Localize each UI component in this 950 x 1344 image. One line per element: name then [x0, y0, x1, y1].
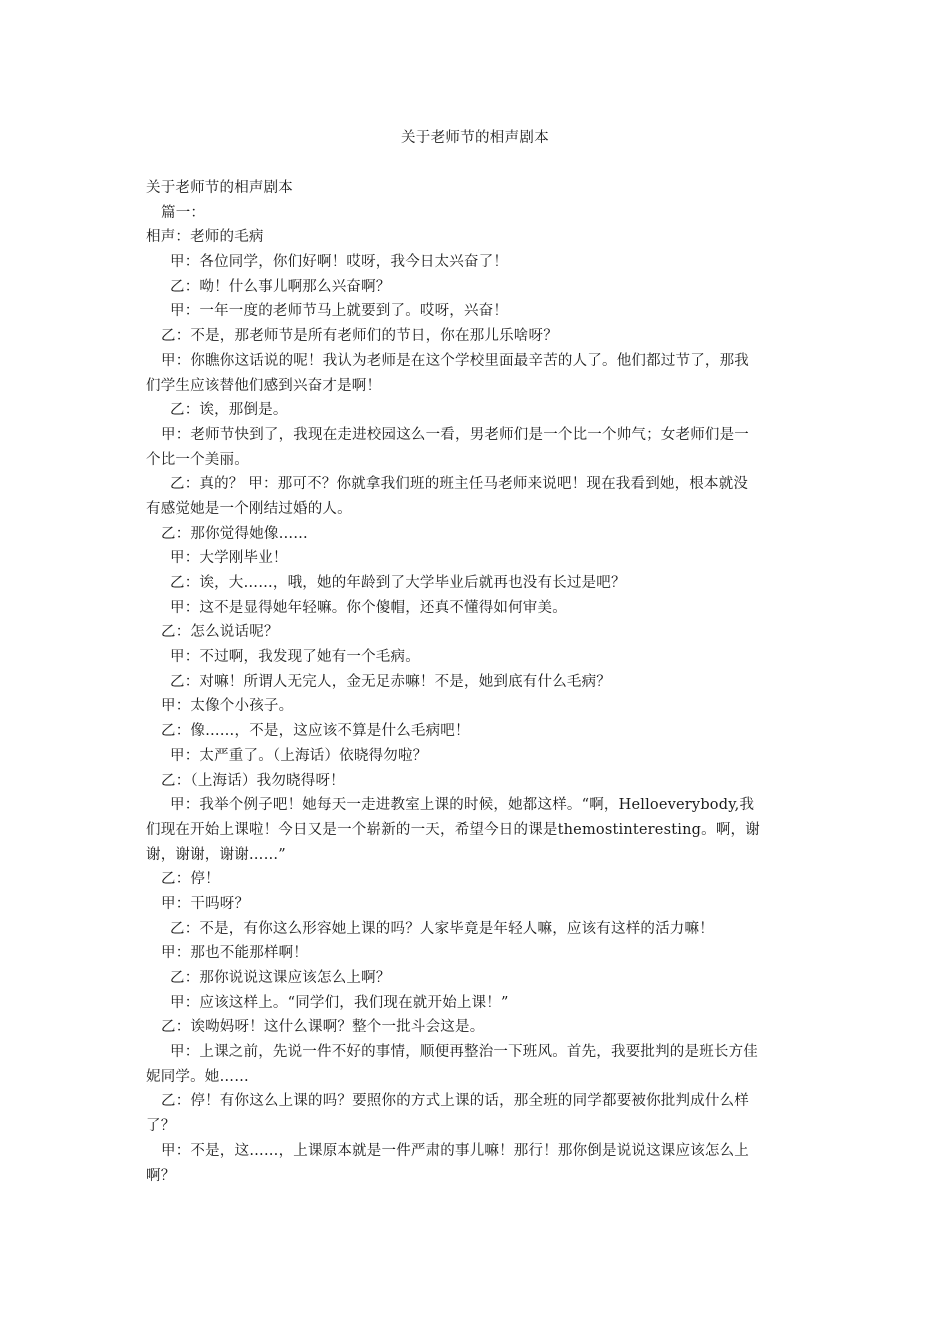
text-line: 了？	[146, 1118, 176, 1135]
text-line: 甲：大学刚毕业！	[170, 550, 288, 567]
text-line: 乙：像……，不是，这应该不算是什么毛病吧！	[161, 723, 470, 740]
document-title: 关于老师节的相声剧本	[401, 130, 549, 146]
text-line: 甲：这不是显得她年轻嘛。你个傻帽，还真不懂得如何审美。	[170, 599, 567, 616]
text-line: 甲：各位同学，你们好啊！哎呀，我今日太兴奋了！	[170, 254, 509, 271]
text-line: 谢，谢谢，谢谢……”	[146, 846, 286, 863]
text-line: 乙：那你说说这课应该怎么上啊？	[170, 970, 391, 986]
text-line: 甲：上课之前，先说一件不好的事情，顺便再整治一下班风。首先，我要批判的是班长方佳	[170, 1044, 758, 1061]
text-line: 甲：一年一度的老师节马上就要到了。哎呀，兴奋！	[170, 303, 509, 320]
text-line: 甲：那也不能那样啊！	[161, 945, 308, 962]
text-line: 乙：诶，大……，哦，她的年龄到了大学毕业后就再也没有长过是吧？	[170, 575, 626, 591]
text-line: 甲：太严重了。（上海话）依晓得勿啦？	[170, 747, 428, 764]
text-line: 甲：你瞧你这话说的呢！我认为老师是在这个学校里面最辛苦的人了。他们都过节了，那我	[161, 352, 749, 369]
text-line: 甲：不是，这……，上课原本就是一件严肃的事儿嘛！那行！那你倒是说说这课应该怎么上	[161, 1142, 749, 1159]
text-line: 相声：老师的毛病	[146, 229, 264, 246]
text-line: 乙：对嘛！所谓人无完人，金无足赤嘛！不是，她到底有什么毛病？	[170, 673, 611, 690]
text-line: 乙：呦！什么事儿啊那么兴奋啊？	[170, 278, 391, 295]
text-line: 乙：那你觉得她像……	[161, 525, 308, 542]
text-line: 妮同学。她……	[146, 1068, 249, 1085]
text-line: 乙：（上海话）我勿晓得呀！	[161, 772, 345, 789]
text-line: 有感觉她是一个刚结过婚的人。	[146, 500, 352, 517]
text-line: 们现在开始上课啦！今日又是一个崭新的一天，希望今日的课是themostinteresting。啊，谢	[146, 821, 760, 838]
text-line: 乙：不是，有你这么形容她上课的吗？人家毕竟是年轻人嘛，应该有这样的活力嘛！	[170, 920, 714, 937]
text-line: 乙：诶，那倒是。	[170, 402, 288, 419]
text-line: 个比一个美丽。	[146, 451, 249, 468]
text-line: 乙：诶呦妈呀！这什么课啊？整个一批斗会这是。	[161, 1019, 485, 1036]
document-body	[146, 176, 808, 1188]
text-line: 乙：怎么说话呢？	[161, 624, 279, 641]
text-line: 啊？	[146, 1167, 176, 1184]
text-line: 乙：不是，那老师节是所有老师们的节日，你在那儿乐啥呀？	[161, 328, 558, 345]
text-line: 甲：太像个小孩子。	[161, 698, 294, 715]
text-line: 甲：不过啊，我发现了她有一个毛病。	[170, 649, 420, 666]
text-line: 们学生应该替他们感到兴奋才是啊！	[146, 377, 382, 394]
text-line: 关于老师节的相声剧本	[146, 180, 293, 196]
text-line: 乙：停！有你这么上课的吗？要照你的方式上课的话，那全班的同学都要被你批判成什么样	[161, 1093, 749, 1110]
text-line: 乙：停！	[161, 871, 220, 888]
text-line: 甲：应该这样上。“同学们，我们现在就开始上课！”	[170, 994, 509, 1011]
text-line: 篇一：	[161, 204, 206, 221]
text-line: 甲：我举个例子吧！她每天一走进教室上课的时候，她都这样。“啊，Helloeverybody,我	[170, 797, 755, 814]
text-line: 乙：真的？ 甲：那可不？你就拿我们班的班主任马老师来说吧！现在我看到她，根本就没	[170, 476, 749, 493]
text-line: 甲：干吗呀？	[161, 895, 250, 912]
text-line: 甲：老师节快到了，我现在走进校园这么一看，男老师们是一个比一个帅气；女老师们是一	[161, 426, 749, 443]
